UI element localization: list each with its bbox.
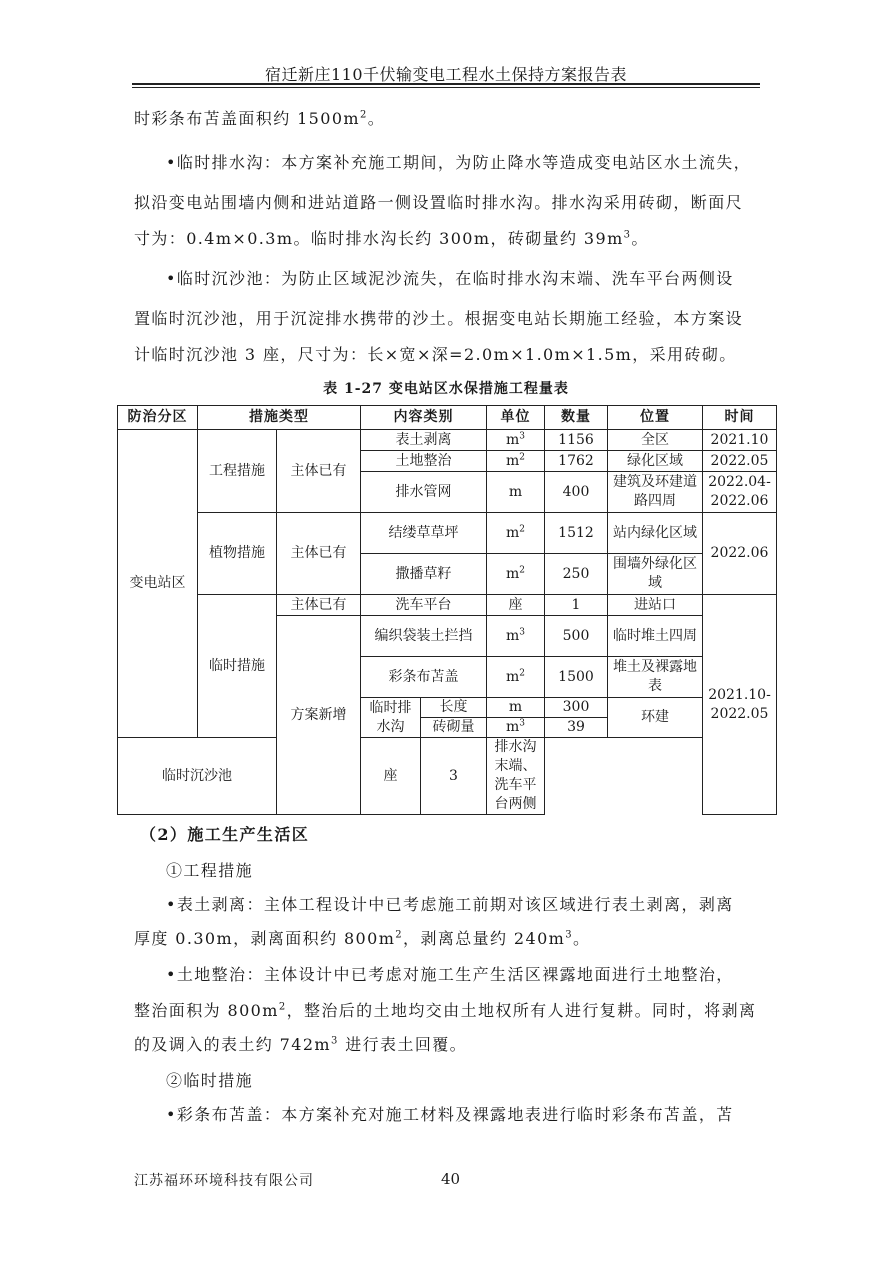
source-cell: 方案新增 (277, 616, 361, 815)
footer-company: 江苏福环环境科技有限公司 (134, 1173, 314, 1189)
unit-cell: $m^2$ (487, 554, 545, 595)
header-cell: 单位 (487, 406, 545, 430)
item-cell: 临时排水沟 (361, 698, 421, 738)
qty-cell: 1762 (545, 451, 608, 472)
loc-cell: 环建 (608, 698, 703, 738)
source-cell: 主体已有 (277, 513, 361, 595)
source-cell: 主体已有 (277, 595, 361, 616)
loc-cell: 围墙外绿化区域 (608, 554, 703, 595)
paragraph-line: •表土剥离：主体工程设计中已考虑施工前期对该区域进行表土剥离，剥离 (166, 895, 734, 914)
table-caption: 表 1-27 变电站区水保措施工程量表 (323, 381, 569, 397)
category-cell: 植物措施 (198, 513, 277, 595)
paragraph-line: 厚度 0.30m，剥离面积约 $800m^2$，剥离总量约 $240m^3$。 (134, 929, 591, 948)
header-cell: 措施类型 (198, 406, 361, 430)
table-row (118, 595, 777, 616)
qty-cell: 39 (545, 718, 608, 738)
qty-cell: 1500 (545, 657, 608, 698)
paragraph-line: 整治面积为 $800m^2$，整治后的土地均交由土地权所有人进行复耕。同时，将剥离 (134, 1001, 757, 1020)
loc-cell: 绿化区域 (608, 451, 703, 472)
header-cell: 位置 (608, 406, 703, 430)
page-number: 40 (441, 1170, 461, 1188)
item-cell: 排水管网 (361, 472, 487, 513)
table-header-row (118, 406, 777, 430)
header-rule-thin (132, 87, 760, 88)
header-rule (132, 83, 760, 85)
paragraph-line: 置临时沉沙池，用于沉淀排水携带的沙土。根据变电站长期施工经验，本方案设 (134, 309, 744, 328)
item-cell: 洗车平台 (361, 595, 487, 616)
loc-cell: 建筑及环建道路四周 (608, 472, 703, 513)
item-cell: 彩条布苫盖 (361, 657, 487, 698)
loc-cell: 站内绿化区域 (608, 513, 703, 554)
time-cell: 2022.04-2022.06 (703, 472, 777, 513)
header-cell: 数量 (545, 406, 608, 430)
item-cell: 表土剥离 (361, 430, 487, 451)
unit-cell: m (487, 698, 545, 718)
page-header-title: 宿迁新庄110千伏输变电工程水土保持方案报告表 (264, 65, 628, 84)
unit-cell: $m^2$ (487, 513, 545, 554)
unit-cell: $m^3$ (487, 430, 545, 451)
loc-cell: 全区 (608, 430, 703, 451)
paragraph-line: 拟沿变电站围墙内侧和进站道路一侧设置临时排水沟。排水沟采用砖砌，断面尺 (134, 193, 744, 212)
qty-cell: 1512 (545, 513, 608, 554)
subsection-heading: ②临时措施 (166, 1071, 254, 1090)
qty-cell: 300 (545, 698, 608, 718)
paragraph-line: •彩条布苫盖：本方案补充对施工材料及裸露地表进行临时彩条布苫盖，苫 (166, 1105, 734, 1124)
measures-table (117, 405, 777, 815)
loc-cell: 进站口 (608, 595, 703, 616)
time-cell: 2022.05 (703, 451, 777, 472)
paragraph-line: •土地整治：主体设计中已考虑对施工生产生活区裸露地面进行土地整治， (166, 965, 734, 984)
time-cell: 2021.10-2022.05 (703, 595, 777, 815)
time-cell: 2022.06 (703, 513, 777, 595)
paragraph-line: 计临时沉沙池 3 座，尺寸为：长×宽×深=2.0m×1.0m×1.5m，采用砖砌。 (134, 345, 737, 364)
section-heading: （2）施工生产生活区 (140, 825, 310, 844)
paragraph-line: 寸为：0.4m×0.3m。临时排水沟长约 300m，砖砌量约 $39m^3$。 (134, 229, 649, 248)
loc-cell: 临时堆土四周 (608, 616, 703, 657)
qty-cell: 250 (545, 554, 608, 595)
item-cell: 编织袋装土拦挡 (361, 616, 487, 657)
category-cell: 临时措施 (198, 595, 277, 738)
time-cell: 2021.10 (703, 430, 777, 451)
subitem-cell: 砖砌量 (421, 718, 487, 738)
item-cell: 撒播草籽 (361, 554, 487, 595)
paragraph-line: 的及调入的表土约 $742m^3$ 进行表土回覆。 (134, 1035, 468, 1054)
qty-cell: 500 (545, 616, 608, 657)
unit-cell: 座 (361, 738, 421, 815)
paragraph-line: •临时沉沙池：为防止区域泥沙流失，在临时排水沟末端、洗车平台两侧设 (166, 269, 734, 288)
unit-cell: m (487, 472, 545, 513)
unit-cell: $m^2$ (487, 451, 545, 472)
zone-cell: 变电站区 (118, 430, 198, 738)
paragraph-line: 时彩条布苫盖面积约 $1500m^2$。 (134, 109, 386, 128)
qty-cell: 400 (545, 472, 608, 513)
item-cell: 结缕草草坪 (361, 513, 487, 554)
header-cell: 时间 (703, 406, 777, 430)
table-row (118, 430, 777, 451)
category-cell: 工程措施 (198, 430, 277, 513)
item-cell: 土地整治 (361, 451, 487, 472)
qty-cell: 3 (421, 738, 487, 815)
qty-cell: 1 (545, 595, 608, 616)
table-row (118, 513, 777, 554)
loc-cell: 排水沟末端、洗车平台两侧 (487, 738, 545, 815)
subsection-heading: ①工程措施 (166, 861, 254, 880)
item-cell: 临时沉沙池 (118, 738, 277, 815)
header-cell: 防治分区 (118, 406, 198, 430)
source-cell: 主体已有 (277, 430, 361, 513)
header-cell: 内容类别 (361, 406, 487, 430)
unit-cell: 座 (487, 595, 545, 616)
loc-cell: 堆土及裸露地表 (608, 657, 703, 698)
table-row (118, 738, 777, 815)
unit-cell: $m^3$ (487, 616, 545, 657)
unit-cell: $m^2$ (487, 657, 545, 698)
unit-cell: $m^3$ (487, 718, 545, 738)
qty-cell: 1156 (545, 430, 608, 451)
paragraph-line: •临时排水沟：本方案补充施工期间，为防止降水等造成变电站区水土流失， (166, 153, 752, 172)
subitem-cell: 长度 (421, 698, 487, 718)
